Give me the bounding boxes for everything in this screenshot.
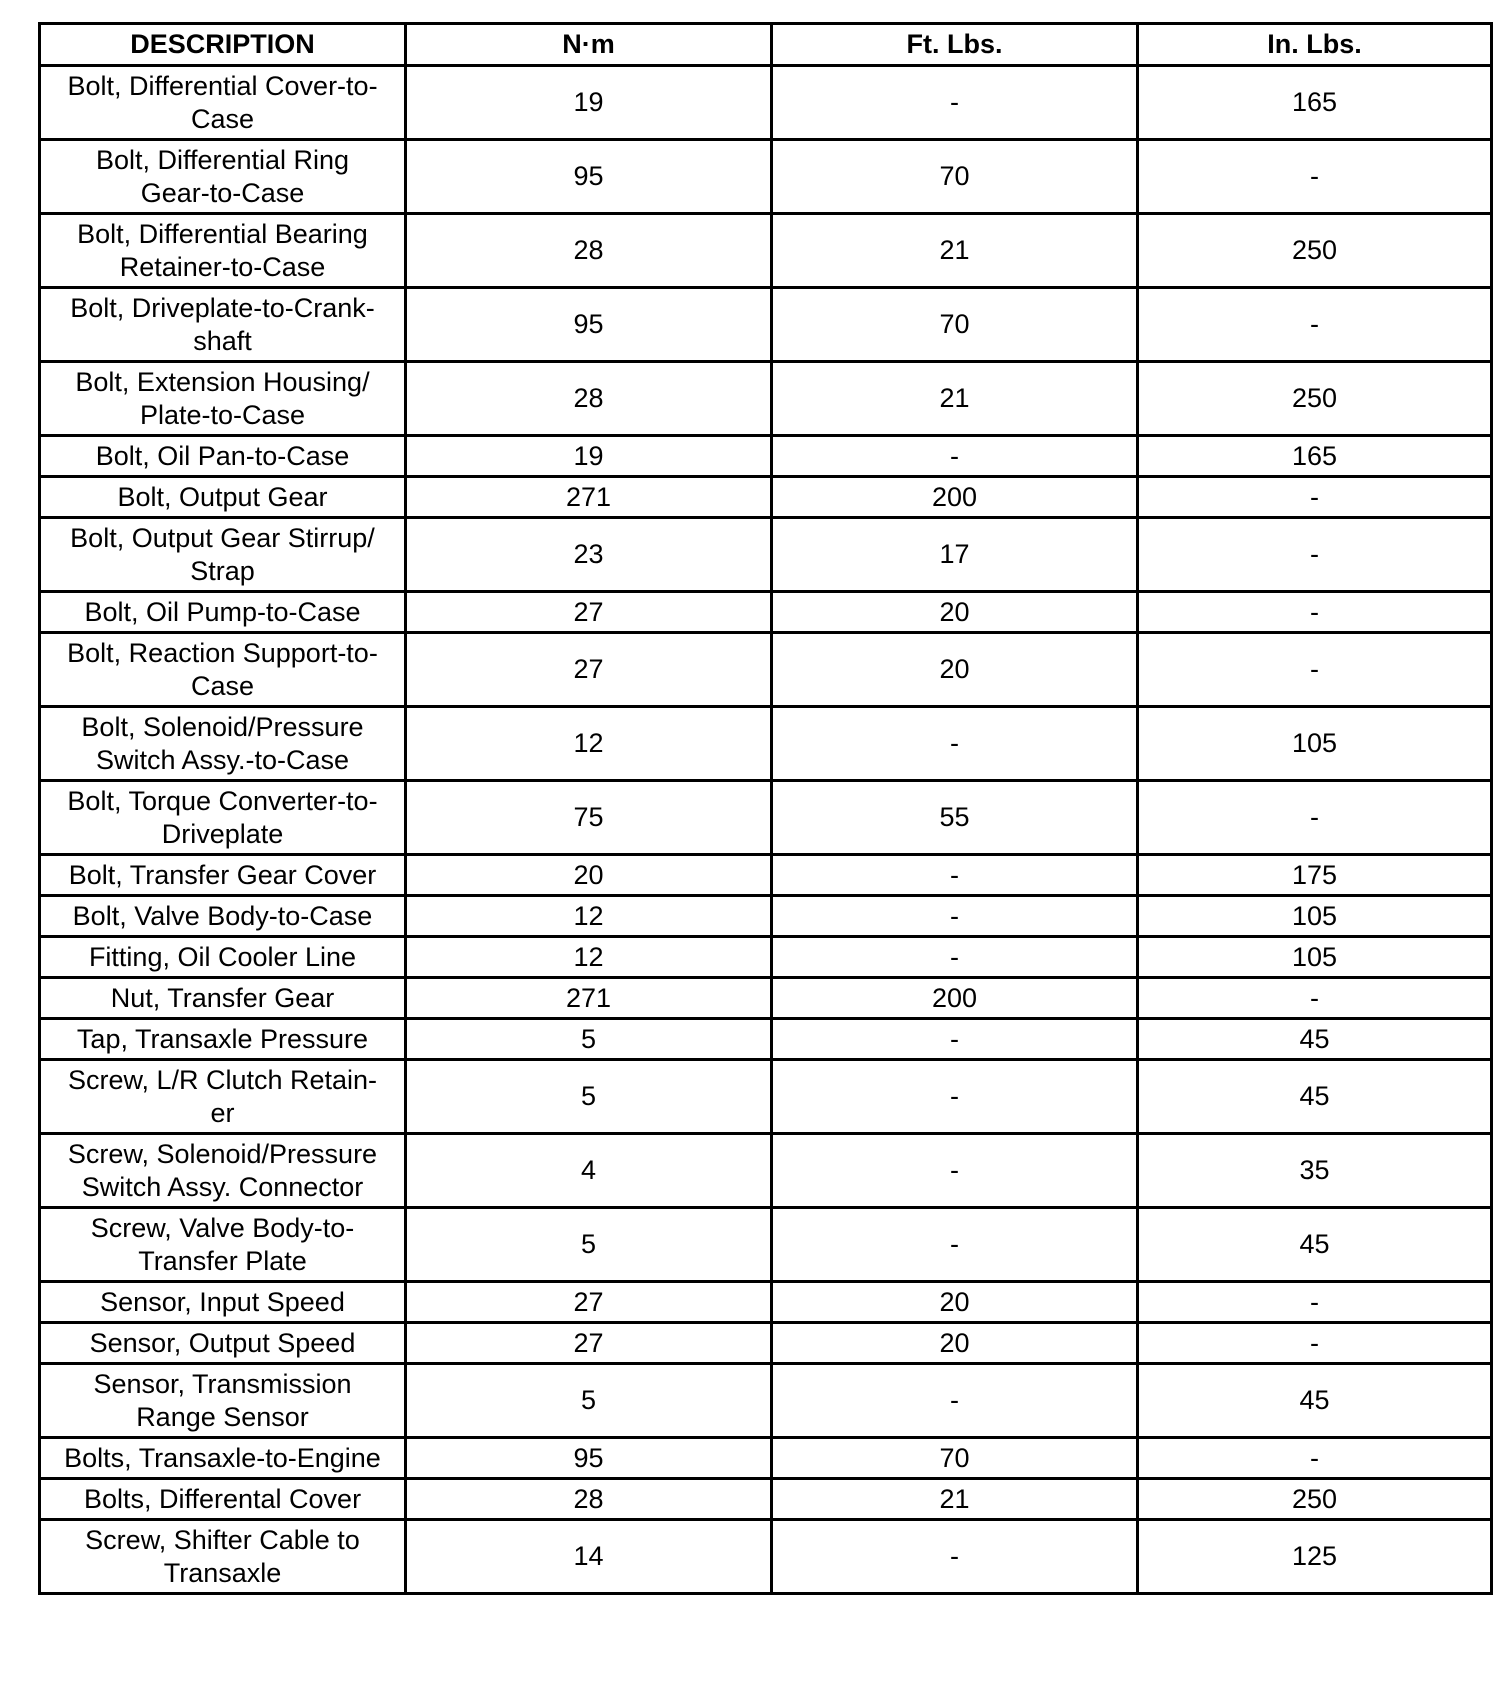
ft-lbs-cell: - <box>772 937 1138 978</box>
ft-lbs-cell: 55 <box>772 781 1138 855</box>
table-row <box>40 214 1492 288</box>
in-lbs-cell: 35 <box>1138 1134 1492 1208</box>
nm-cell: 95 <box>406 140 772 214</box>
nm-cell: 271 <box>406 978 772 1019</box>
ft-lbs-cell: 20 <box>772 1282 1138 1323</box>
description-cell: Bolt, Torque Converter-to- Driveplate <box>40 781 406 855</box>
table-row <box>40 1364 1492 1438</box>
ft-lbs-cell: - <box>772 896 1138 937</box>
in-lbs-cell: - <box>1138 633 1492 707</box>
description-cell: Bolt, Extension Housing/ Plate-to-Case <box>40 362 406 436</box>
description-cell: Bolt, Differential Cover-to- Case <box>40 66 406 140</box>
in-lbs-cell: - <box>1138 1438 1492 1479</box>
nm-cell: 23 <box>406 518 772 592</box>
in-lbs-cell: 250 <box>1138 214 1492 288</box>
description-cell: Bolt, Differential Bearing Retainer-to-Case <box>40 214 406 288</box>
nm-cell: 28 <box>406 362 772 436</box>
table-row <box>40 288 1492 362</box>
in-lbs-cell: - <box>1138 288 1492 362</box>
description-cell: Bolt, Reaction Support-to- Case <box>40 633 406 707</box>
ft-lbs-cell: - <box>772 1019 1138 1060</box>
table-row <box>40 855 1492 896</box>
in-lbs-cell: 45 <box>1138 1364 1492 1438</box>
ft-lbs-cell: 70 <box>772 140 1138 214</box>
table-row <box>40 436 1492 477</box>
in-lbs-cell: 105 <box>1138 896 1492 937</box>
description-cell: Bolts, Differental Cover <box>40 1479 406 1520</box>
description-cell: Nut, Transfer Gear <box>40 978 406 1019</box>
ft-lbs-cell: 20 <box>772 1323 1138 1364</box>
nm-cell: 14 <box>406 1520 772 1594</box>
nm-cell: 20 <box>406 855 772 896</box>
ft-lbs-cell: 70 <box>772 1438 1138 1479</box>
table-row <box>40 592 1492 633</box>
in-lbs-cell: - <box>1138 592 1492 633</box>
in-lbs-cell: - <box>1138 140 1492 214</box>
nm-cell: 95 <box>406 1438 772 1479</box>
table-row <box>40 1438 1492 1479</box>
table-row <box>40 518 1492 592</box>
in-lbs-cell: 45 <box>1138 1019 1492 1060</box>
description-cell: Bolt, Output Gear Stirrup/ Strap <box>40 518 406 592</box>
table-row <box>40 1520 1492 1594</box>
nm-cell: 19 <box>406 66 772 140</box>
description-cell: Screw, Shifter Cable to Transaxle <box>40 1520 406 1594</box>
description-cell: Bolt, Transfer Gear Cover <box>40 855 406 896</box>
ft-lbs-cell: - <box>772 436 1138 477</box>
table-row <box>40 1208 1492 1282</box>
nm-cell: 12 <box>406 707 772 781</box>
in-lbs-cell: 175 <box>1138 855 1492 896</box>
in-lbs-cell: 250 <box>1138 362 1492 436</box>
description-cell: Screw, Solenoid/Pressure Switch Assy. Connector <box>40 1134 406 1208</box>
nm-cell: 4 <box>406 1134 772 1208</box>
description-cell: Bolt, Oil Pan-to-Case <box>40 436 406 477</box>
in-lbs-cell: - <box>1138 1282 1492 1323</box>
table-row <box>40 1323 1492 1364</box>
description-cell: Bolt, Oil Pump-to-Case <box>40 592 406 633</box>
in-lbs-cell: - <box>1138 978 1492 1019</box>
ft-lbs-cell: - <box>772 1520 1138 1594</box>
ft-lbs-cell: 21 <box>772 1479 1138 1520</box>
ft-lbs-cell: 20 <box>772 633 1138 707</box>
description-cell: Sensor, Output Speed <box>40 1323 406 1364</box>
description-cell: Sensor, Input Speed <box>40 1282 406 1323</box>
ft-lbs-cell: 20 <box>772 592 1138 633</box>
nm-cell: 5 <box>406 1208 772 1282</box>
nm-cell: 27 <box>406 633 772 707</box>
in-lbs-cell: 125 <box>1138 1520 1492 1594</box>
header-description: DESCRIPTION <box>40 24 406 66</box>
ft-lbs-cell: 70 <box>772 288 1138 362</box>
description-cell: Bolt, Output Gear <box>40 477 406 518</box>
description-cell: Bolt, Solenoid/Pressure Switch Assy.-to-Case <box>40 707 406 781</box>
ft-lbs-cell: - <box>772 1208 1138 1282</box>
ft-lbs-cell: - <box>772 1060 1138 1134</box>
table-row <box>40 1479 1492 1520</box>
ft-lbs-cell: - <box>772 1134 1138 1208</box>
nm-cell: 5 <box>406 1364 772 1438</box>
description-cell: Screw, Valve Body-to- Transfer Plate <box>40 1208 406 1282</box>
in-lbs-cell: - <box>1138 781 1492 855</box>
header-newton-meters: N·m <box>406 24 772 66</box>
table-row <box>40 1060 1492 1134</box>
ft-lbs-cell: - <box>772 855 1138 896</box>
table-row <box>40 937 1492 978</box>
in-lbs-cell: - <box>1138 1323 1492 1364</box>
nm-cell: 95 <box>406 288 772 362</box>
nm-cell: 27 <box>406 1323 772 1364</box>
header-foot-pounds: Ft. Lbs. <box>772 24 1138 66</box>
table-row <box>40 1282 1492 1323</box>
in-lbs-cell: 45 <box>1138 1208 1492 1282</box>
nm-cell: 27 <box>406 1282 772 1323</box>
nm-cell: 12 <box>406 937 772 978</box>
nm-cell: 5 <box>406 1060 772 1134</box>
table-row <box>40 477 1492 518</box>
in-lbs-cell: 105 <box>1138 707 1492 781</box>
in-lbs-cell: 250 <box>1138 1479 1492 1520</box>
ft-lbs-cell: 200 <box>772 978 1138 1019</box>
in-lbs-cell: 45 <box>1138 1060 1492 1134</box>
description-cell: Screw, L/R Clutch Retain- er <box>40 1060 406 1134</box>
in-lbs-cell: 165 <box>1138 66 1492 140</box>
ft-lbs-cell: - <box>772 1364 1138 1438</box>
table-header-row <box>40 24 1492 66</box>
table-row <box>40 978 1492 1019</box>
nm-cell: 12 <box>406 896 772 937</box>
ft-lbs-cell: 200 <box>772 477 1138 518</box>
torque-specifications-table <box>38 22 1493 1595</box>
description-cell: Bolt, Driveplate-to-Crank- shaft <box>40 288 406 362</box>
nm-cell: 5 <box>406 1019 772 1060</box>
in-lbs-cell: 105 <box>1138 937 1492 978</box>
table-row <box>40 707 1492 781</box>
ft-lbs-cell: - <box>772 66 1138 140</box>
description-cell: Bolts, Transaxle-to-Engine <box>40 1438 406 1479</box>
nm-cell: 28 <box>406 1479 772 1520</box>
description-cell: Bolt, Differential Ring Gear-to-Case <box>40 140 406 214</box>
in-lbs-cell: 165 <box>1138 436 1492 477</box>
in-lbs-cell: - <box>1138 477 1492 518</box>
table-row <box>40 66 1492 140</box>
ft-lbs-cell: - <box>772 707 1138 781</box>
table-row <box>40 781 1492 855</box>
nm-cell: 271 <box>406 477 772 518</box>
header-inch-pounds: In. Lbs. <box>1138 24 1492 66</box>
nm-cell: 27 <box>406 592 772 633</box>
nm-cell: 75 <box>406 781 772 855</box>
in-lbs-cell: - <box>1138 518 1492 592</box>
table-row <box>40 633 1492 707</box>
description-cell: Fitting, Oil Cooler Line <box>40 937 406 978</box>
table-row <box>40 1019 1492 1060</box>
table-row <box>40 896 1492 937</box>
description-cell: Bolt, Valve Body-to-Case <box>40 896 406 937</box>
description-cell: Sensor, Transmission Range Sensor <box>40 1364 406 1438</box>
table-row <box>40 362 1492 436</box>
ft-lbs-cell: 17 <box>772 518 1138 592</box>
table-row <box>40 1134 1492 1208</box>
nm-cell: 28 <box>406 214 772 288</box>
description-cell: Tap, Transaxle Pressure <box>40 1019 406 1060</box>
ft-lbs-cell: 21 <box>772 214 1138 288</box>
table-row <box>40 140 1492 214</box>
ft-lbs-cell: 21 <box>772 362 1138 436</box>
nm-cell: 19 <box>406 436 772 477</box>
